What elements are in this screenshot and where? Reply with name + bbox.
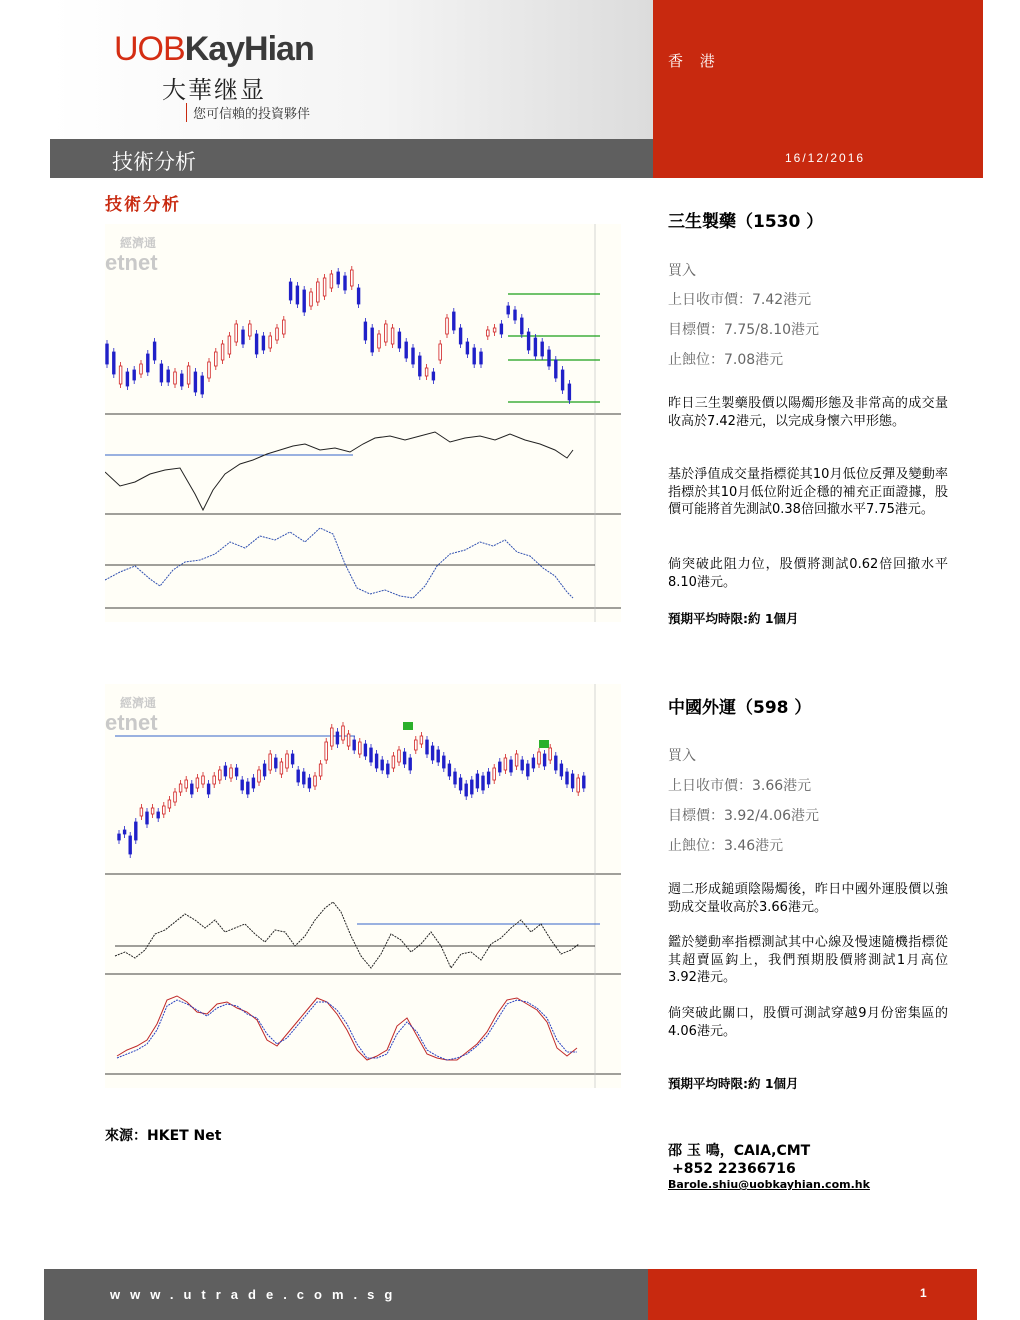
candle-body xyxy=(146,812,149,824)
candle-body xyxy=(561,370,564,390)
candle-body xyxy=(135,822,138,840)
candle-body xyxy=(157,812,160,818)
candle-body xyxy=(403,752,406,764)
stock-2-prev-close: 上日收市價：3.66港元 xyxy=(668,778,812,794)
candle-body xyxy=(443,756,446,768)
candle-body xyxy=(487,330,490,336)
stock-1-title: 三生製藥（1530 ） xyxy=(668,212,824,232)
chart-watermark-en: etnet xyxy=(105,710,158,735)
stock-1-target: 目標價：7.75/8.10港元 xyxy=(668,322,820,338)
candle-body xyxy=(446,318,449,334)
candle-body xyxy=(160,364,163,382)
candle-body xyxy=(249,324,252,336)
candle-body xyxy=(310,292,313,306)
candle-body xyxy=(342,726,345,740)
candle-body xyxy=(202,776,205,784)
candle-body xyxy=(275,758,278,768)
footer-website-link[interactable]: www.utrade.com.sg xyxy=(110,1287,403,1302)
candle-body xyxy=(201,376,204,394)
chart1-svg xyxy=(105,224,621,622)
candle-body xyxy=(487,772,490,784)
candle-body xyxy=(185,780,188,788)
candle-body xyxy=(439,344,442,360)
candle-body xyxy=(426,740,429,754)
candle-body xyxy=(129,836,132,854)
candle-body xyxy=(459,778,462,790)
candle-body xyxy=(242,330,245,344)
source-note: 來源：HKET Net xyxy=(105,1128,222,1144)
candle-body xyxy=(286,754,289,768)
candle-body xyxy=(336,732,339,744)
candle-body xyxy=(437,750,440,762)
candle-body xyxy=(527,332,530,350)
candle-body xyxy=(419,356,422,376)
candle-body xyxy=(283,320,286,334)
candle-body xyxy=(387,764,390,774)
candle-body xyxy=(191,784,194,794)
candle-body xyxy=(163,806,166,814)
candle-body xyxy=(521,760,524,770)
candle-body xyxy=(213,776,216,784)
candle-body xyxy=(493,328,496,332)
candle-body xyxy=(405,342,408,358)
candle-body xyxy=(347,734,350,746)
candle-body xyxy=(140,364,143,374)
stock-chart-1530 xyxy=(105,224,621,622)
candle-body xyxy=(140,808,143,816)
candle-body xyxy=(459,328,462,344)
candle-body xyxy=(364,322,367,340)
section-title: 技術分析 xyxy=(105,195,181,215)
candle-body xyxy=(228,336,231,354)
candle-body xyxy=(208,362,211,378)
candle-body xyxy=(224,766,227,776)
candle-body xyxy=(500,324,503,334)
candle-body xyxy=(560,764,563,776)
candle-body xyxy=(420,736,423,744)
candle-body xyxy=(571,774,574,788)
candle-body xyxy=(126,372,129,386)
candle-body xyxy=(247,782,250,794)
candle-body xyxy=(521,318,524,334)
candle-body xyxy=(549,748,552,760)
candle-body xyxy=(235,324,238,342)
report-type-title: 技術分析 xyxy=(112,150,196,174)
candle-body xyxy=(168,800,171,808)
candle-body xyxy=(351,270,354,286)
candle-body xyxy=(303,772,306,784)
candle-body xyxy=(291,754,294,764)
candle-body xyxy=(543,754,546,766)
candle-body xyxy=(151,808,154,814)
candle-body xyxy=(269,754,272,770)
stock-2-target: 目標價：3.92/4.06港元 xyxy=(668,808,820,824)
analyst-phone: +852 22366716 xyxy=(672,1161,796,1177)
candle-body xyxy=(147,354,150,372)
candle-body xyxy=(276,328,279,340)
candle-body xyxy=(425,368,428,376)
footer-red-panel xyxy=(648,1269,977,1320)
candle-body xyxy=(577,778,580,792)
candle-body xyxy=(174,372,177,384)
candle-body xyxy=(123,830,126,834)
chart-watermark-en: etnet xyxy=(105,250,158,275)
stock-2-title: 中國外運（598 ） xyxy=(668,698,812,718)
candle-body xyxy=(153,342,156,360)
candle-body xyxy=(454,772,457,784)
candle-body xyxy=(359,742,362,754)
company-logo: UOBKayHian xyxy=(114,30,314,68)
page-number: 1 xyxy=(920,1286,927,1300)
candle-body xyxy=(493,768,496,780)
stock-1-prev-close: 上日收市價：7.42港元 xyxy=(668,292,812,308)
candle-body xyxy=(415,740,418,750)
candle-body xyxy=(255,334,258,354)
candle-body xyxy=(398,332,401,348)
candle-body xyxy=(364,744,367,756)
candle-body xyxy=(215,352,218,366)
candle-body xyxy=(548,350,551,366)
candle-body xyxy=(133,370,136,380)
chart-watermark-cn: 經濟通 xyxy=(120,696,157,710)
candle-body xyxy=(263,764,266,776)
stock-chart-598 xyxy=(105,684,621,1088)
candle-body xyxy=(207,784,210,794)
candle-body xyxy=(331,728,334,746)
candle-body xyxy=(568,384,571,400)
analyst-email-link[interactable]: Barole.shiu@uobkayhian.com.hk xyxy=(668,1178,870,1191)
candle-body xyxy=(392,756,395,768)
candle-body xyxy=(252,778,255,788)
candle-body xyxy=(541,342,544,356)
candle-body xyxy=(480,352,483,364)
candle-body xyxy=(473,348,476,364)
candle-body xyxy=(230,768,233,778)
candle-body xyxy=(504,758,507,770)
candle-body xyxy=(432,372,435,380)
candle-body xyxy=(319,764,322,776)
candle-body xyxy=(337,272,340,284)
candle-body xyxy=(555,756,558,770)
stock-2-period: 預期平均時限:約 1個月 xyxy=(668,1076,799,1091)
stock-2-paragraph: 倘突破此關口，股價可測試穿越9月份密集區的4.06港元。 xyxy=(668,1006,948,1039)
candle-body xyxy=(476,774,479,788)
stock-1-paragraph: 倘突破此阻力位，股價將測試0.62倍回撤水平8.10港元。 xyxy=(668,557,948,590)
candle-body xyxy=(219,770,222,780)
candle-body xyxy=(527,764,530,776)
candle-body xyxy=(325,742,328,760)
stock-2-paragraph: 鑑於變動率指標測試其中心線及慢速隨機指標從其超賣區鈎上，我們預期股價將測試1月高位3.92港元。 xyxy=(668,935,948,985)
candle-body xyxy=(258,770,261,782)
report-date: 16/12/2016 xyxy=(785,151,866,165)
candle-body xyxy=(534,338,537,356)
candle-body xyxy=(280,762,283,774)
candle-body xyxy=(453,312,456,330)
stock-1-paragraph: 昨日三生製藥股價以陽燭形態及非常高的成交量收高於7.42港元，以完成身懷六甲形態。 xyxy=(668,396,948,429)
candle-body xyxy=(181,374,184,386)
candle-body xyxy=(353,740,356,750)
candle-body xyxy=(471,780,474,794)
chart-watermark-cn: 經濟通 xyxy=(120,236,157,250)
stock-2-stop-loss: 止蝕位：3.46港元 xyxy=(668,838,784,854)
candle-body xyxy=(106,344,109,364)
candle-body xyxy=(538,752,541,764)
candle-body xyxy=(431,746,434,760)
candle-body xyxy=(499,762,502,772)
header-background xyxy=(50,0,653,140)
candle-body xyxy=(119,366,122,384)
candle-body xyxy=(167,370,170,382)
candle-body xyxy=(532,758,535,768)
candle-body xyxy=(235,768,238,776)
candle-body xyxy=(514,310,517,320)
analyst-name: 邵 玉 鳴，CAIA,CMT xyxy=(668,1143,811,1159)
candle-body xyxy=(330,274,333,288)
stock-2-action: 買入 xyxy=(668,748,696,764)
candle-body xyxy=(412,348,415,364)
stock-1-period: 預期平均時限:約 1個月 xyxy=(668,611,799,626)
candle-body xyxy=(194,372,197,392)
company-tagline: 您可信賴的投資夥伴 xyxy=(186,103,310,122)
report-region: 香 港 xyxy=(668,52,721,70)
stock-1-stop-loss: 止蝕位：7.08港元 xyxy=(668,352,784,368)
candle-body xyxy=(378,334,381,348)
candle-body xyxy=(448,764,451,776)
stock-2-paragraph: 週二形成鎚頭陰陽燭後，昨日中國外運股價以強勁成交量收高於3.66港元。 xyxy=(668,882,948,915)
candle-body xyxy=(179,784,182,792)
candle-body xyxy=(371,328,374,352)
candle-body xyxy=(510,760,513,772)
candle-body xyxy=(370,748,373,762)
candle-body xyxy=(391,328,394,344)
candle-body xyxy=(303,290,306,312)
candle-body xyxy=(583,776,586,788)
candle-body xyxy=(314,776,317,786)
candle-body xyxy=(555,360,558,378)
candle-body xyxy=(323,278,326,296)
candle-body xyxy=(289,282,292,300)
stock-1-action: 買入 xyxy=(668,263,696,279)
candle-body xyxy=(466,342,469,354)
candle-body xyxy=(409,758,412,770)
candle-body xyxy=(308,778,311,788)
candle-body xyxy=(113,352,116,374)
candle-body xyxy=(187,366,190,384)
chart2-svg xyxy=(105,684,621,1088)
candle-body xyxy=(381,760,384,770)
candle-body xyxy=(269,336,272,348)
candle-body xyxy=(317,282,320,302)
candle-body xyxy=(221,344,224,360)
candle-body xyxy=(566,772,569,784)
candle-body xyxy=(385,324,388,342)
analyst-contact xyxy=(668,1142,810,1178)
candle-body xyxy=(296,286,299,304)
candle-body xyxy=(357,288,360,304)
candle-body xyxy=(344,276,347,290)
candle-body xyxy=(241,780,244,790)
candle-body xyxy=(262,336,265,350)
candle-body xyxy=(118,834,121,840)
candle-body xyxy=(174,792,177,802)
candle-body xyxy=(507,306,510,314)
candle-body xyxy=(515,754,518,766)
stock-1-paragraph: 基於淨值成交量指標從其10月低位反彈及變動率指標於其10月低位附近企穩的補充正面證據，股價可能將首先測試0.38倍回撤水平7.75港元。 xyxy=(668,467,948,517)
candle-body xyxy=(375,754,378,768)
candle-body xyxy=(297,770,300,782)
company-logo-chinese: 大華继显 xyxy=(162,76,266,104)
candle-body xyxy=(465,784,468,796)
candle-body xyxy=(196,778,199,788)
candle-body xyxy=(482,776,485,790)
candle-body xyxy=(398,750,401,762)
